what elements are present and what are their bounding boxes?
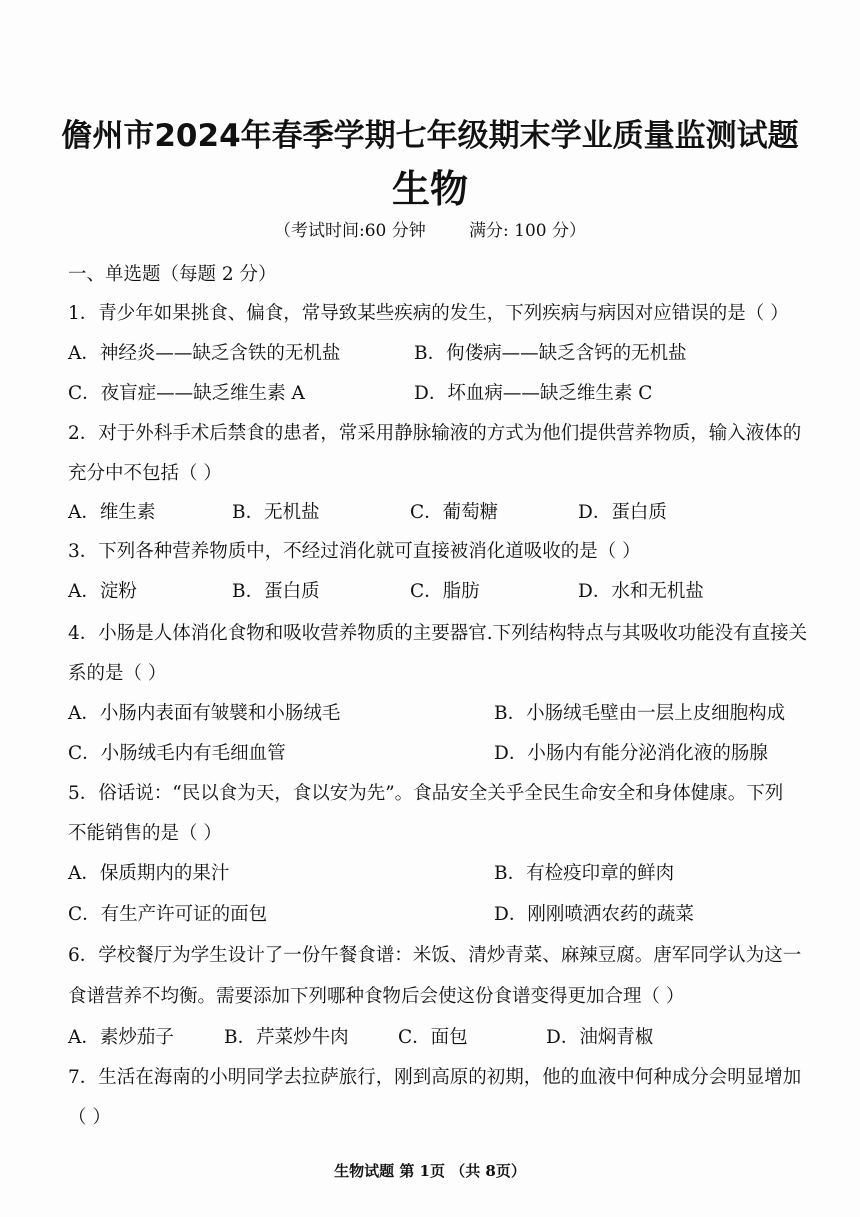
- question-4-text-line-1: 4．小肠是人体消化食物和吸收营养物质的主要器官.下列结构特点与其吸收功能没有直接关: [68, 623, 808, 644]
- question-6-option-b: B．芹菜炒牛肉: [224, 1027, 349, 1048]
- question-2-option-c: C．葡萄糖: [410, 502, 499, 523]
- question-1-text: 1．青少年如果挑食、偏食，常导致某些疾病的发生，下列疾病与病因对应错误的是（ ）: [68, 303, 789, 324]
- question-4-option-c: C．小肠绒毛内有毛细血管: [68, 743, 286, 764]
- question-2-option-d: D．蛋白质: [578, 502, 667, 523]
- question-1-option-c: C．夜盲症——缺乏维生素 A: [68, 383, 305, 404]
- question-6-option-a: A．素炒茄子: [68, 1027, 174, 1048]
- question-2-text-line-1: 2．对于外科手术后禁食的患者，常采用静脉输液的方式为他们提供营养物质，输入液体的: [68, 423, 802, 444]
- question-4-option-d: D．小肠内有能分泌消化液的肠腺: [494, 743, 768, 764]
- question-2-option-a: A．维生素: [68, 502, 156, 523]
- question-3-option-b: B．蛋白质: [232, 581, 320, 602]
- question-7-text-line-1: 7．生活在海南的小明同学去拉萨旅行，刚到高原的初期，他的血液中何种成分会明显增加: [68, 1067, 802, 1088]
- question-5-option-a: A．保质期内的果汁: [68, 863, 230, 884]
- question-4-option-a: A．小肠内表面有皱襞和小肠绒毛: [68, 703, 341, 724]
- question-5-text-line-2: 不能销售的是（ ）: [68, 823, 222, 844]
- section-heading: 一、单选题（每题 2 分）: [68, 264, 277, 285]
- question-4-option-b: B．小肠绒毛壁由一层上皮细胞构成: [494, 703, 786, 724]
- question-5-option-d: D．刚刚喷洒农药的蔬菜: [494, 904, 694, 925]
- question-4-text-line-2: 系的是（ ）: [68, 663, 167, 684]
- subject-title: 生物: [391, 167, 468, 211]
- page-footer: 生物试题 第 1页 （共 8页）: [334, 1162, 526, 1180]
- question-1-option-d: D．坏血病——缺乏维生素 C: [414, 383, 653, 404]
- question-7-text-line-2: （ ）: [68, 1107, 111, 1128]
- question-3-text: 3．下列各种营养物质中，不经过消化就可直接被消化道吸收的是（ ）: [68, 541, 641, 562]
- question-3-option-a: A．淀粉: [68, 581, 137, 602]
- question-6-option-c: C．面包: [398, 1027, 468, 1048]
- question-3-option-d: D．水和无机盐: [578, 581, 704, 602]
- question-1-option-a: A．神经炎——缺乏含铁的无机盐: [68, 343, 341, 364]
- exam-info: （考试时间:60 分钟 满分: 100 分）: [274, 221, 586, 241]
- question-2-text-line-2: 充分中不包括（ ）: [68, 463, 222, 484]
- question-6-text-line-2: 食谱营养不均衡。需要添加下列哪种食物后会使这份食谱变得更加合理（ ）: [68, 986, 685, 1007]
- question-2-option-b: B．无机盐: [232, 502, 320, 523]
- exam-title: 儋州市2024年春季学期七年级期末学业质量监测试题: [61, 118, 799, 154]
- question-5-option-b: B．有检疫印章的鲜肉: [494, 863, 675, 884]
- question-6-text-line-1: 6．学校餐厅为学生设计了一份午餐食谱：米饭、清炒青菜、麻辣豆腐。唐军同学认为这一: [68, 945, 802, 966]
- question-1-option-b: B．佝偻病——缺乏含钙的无机盐: [414, 343, 687, 364]
- question-3-option-c: C．脂肪: [410, 581, 480, 602]
- question-5-option-c: C．有生产许可证的面包: [68, 904, 268, 925]
- question-6-option-d: D．油焖青椒: [546, 1027, 654, 1048]
- question-5-text-line-1: 5．俗话说：“民以食为天，食以安为先”。食品安全关乎全民生命安全和身体健康。下列: [68, 783, 784, 804]
